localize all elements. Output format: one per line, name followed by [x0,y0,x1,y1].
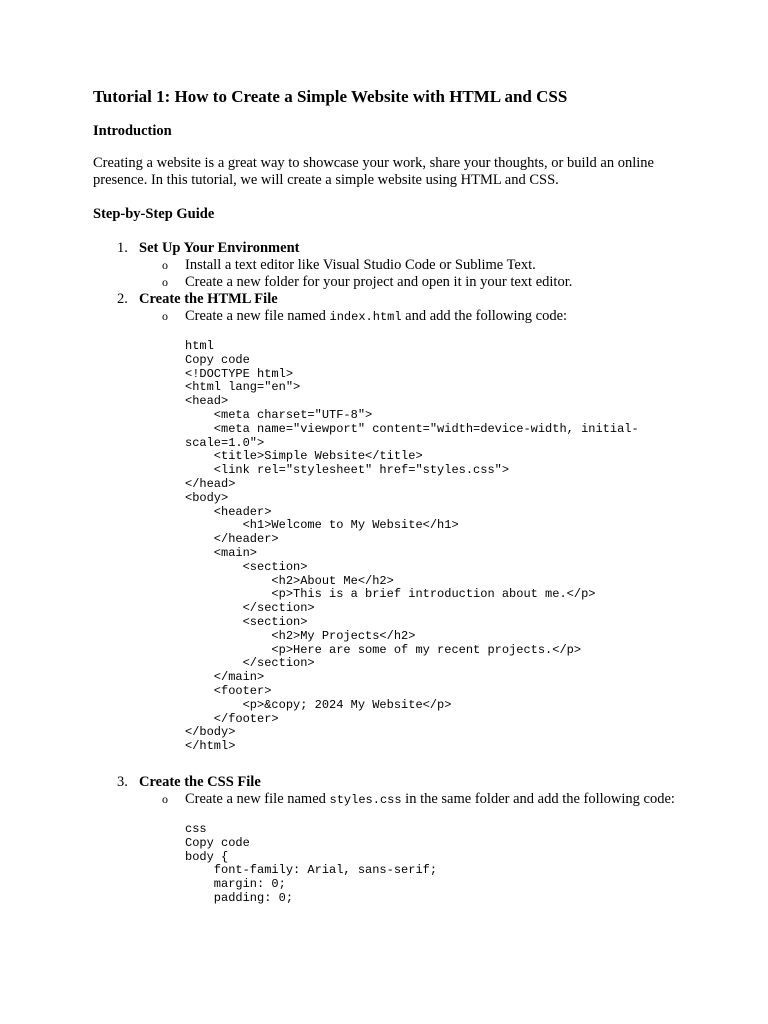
list-item [139,274,683,291]
guide-heading: Step-by-Step Guide [93,206,215,222]
step-3-bullets [139,791,683,809]
bullet-text-after: and add the following code: [401,308,568,324]
bullet-icon: o [162,309,168,323]
bullet-icon: o [162,258,168,272]
step-title: Create the CSS File [139,773,261,790]
steps-list [93,240,683,906]
step-2 [93,291,683,754]
step-3 [93,774,683,906]
inline-code-filename: index.html [329,310,402,324]
step-1 [93,240,683,291]
inline-code-filename: styles.css [329,792,402,807]
list-item [139,257,683,274]
bullet-text: Create a new folder for your project and open it in your text editor. [185,274,573,290]
step-2-bullets [139,308,683,326]
step-number: 3. [117,773,128,790]
html-code-block: html Copy code <!DOCTYPE html> <html lang="en"> <head> <meta charset="UTF-8"> <meta name="viewport" content="width=device-width, initial- scale=1.0"> <title>Simple Website</title> <link rel="stylesheet" href="styles.css"> </head> <body> <header> <h1>Welcome to My Website</h1> </header> <main> <section> <h2>About Me</h2> <p>This is a brief introduction about me.</p> </section> <section> <h2>My Projects</h2> <p>Here are some of my recent projects.</p> </section> </main> <footer> <p>&copy; 2024 My Website</p> </footer> </body> </html> [185,339,639,754]
bullet-icon: o [162,275,168,289]
bullet-text-after: in the same folder and add the following code: [401,790,675,807]
list-item [139,791,683,809]
bullet-text-before: Create a new file named [185,790,330,807]
css-code-block: css Copy code body { font-family: Arial, sans-serif; margin: 0; padding: 0; [185,821,438,905]
step-number: 2. [117,291,128,307]
document-page [93,86,683,906]
introduction-paragraph: Creating a website is a great way to showcase your work, share your thoughts, or build an online presence. In this tutorial, we will create a simple website using HTML and CSS. [93,155,654,188]
step-1-bullets [139,257,683,291]
page-title: Tutorial 1: How to Create a Simple Website with HTML and CSS [93,87,568,106]
step-title: Create the HTML File [139,291,278,307]
bullet-text: Install a text editor like Visual Studio Code or Sublime Text. [185,257,536,273]
step-title: Set Up Your Environment [139,240,300,256]
bullet-icon: o [162,791,168,806]
list-item [139,308,683,326]
step-number: 1. [117,240,128,256]
introduction-heading: Introduction [93,123,172,139]
bullet-text-before: Create a new file named [185,308,330,324]
